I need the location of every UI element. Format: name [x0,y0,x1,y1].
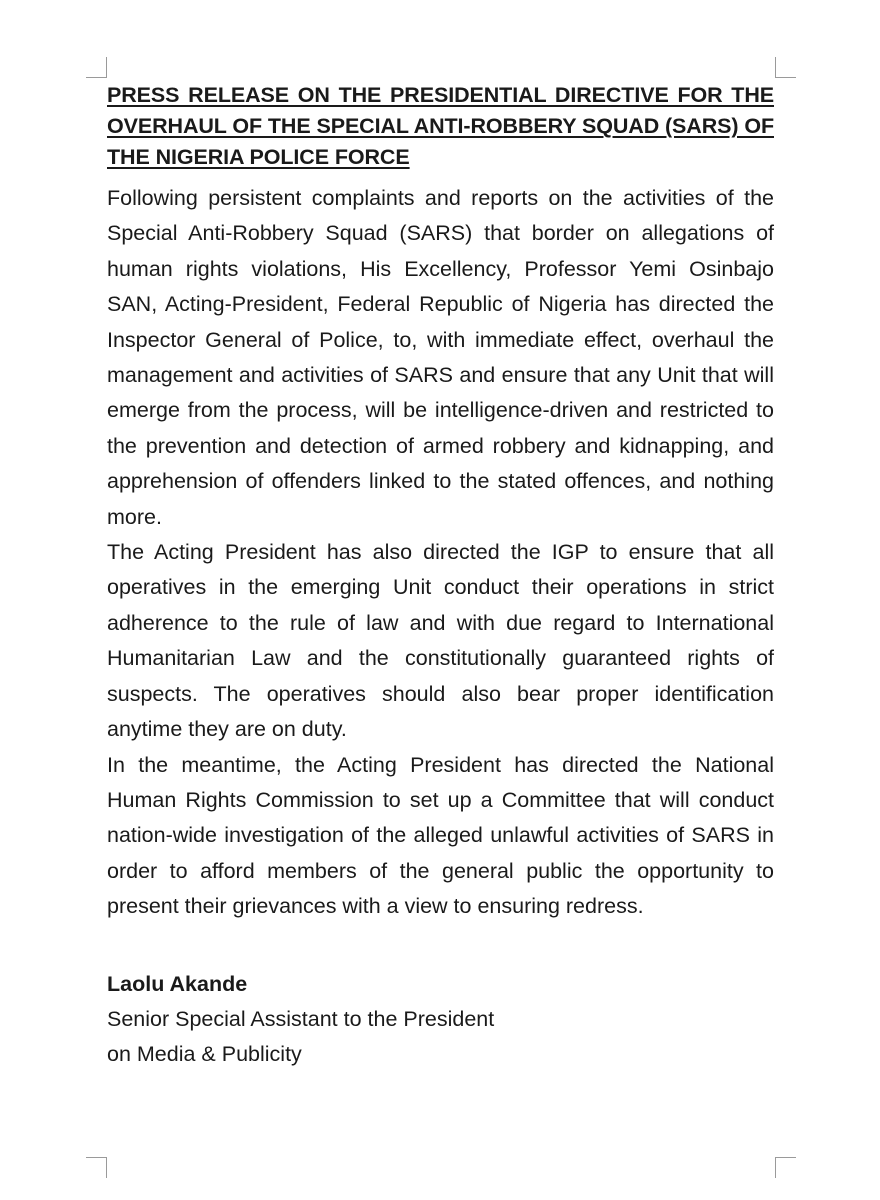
paragraph-directive: Following persistent complaints and reports on the activities of the Special Anti-Robbery Squad (SARS) that border on allegations of human rights violations, His Excellency, Professor Yemi Osinbajo SAN, Acting-President, Federal Republic of Nigeria has directed the Inspector General of Police, to, with immediate effect, overhaul the management and activities of SARS and ensure that any Unit that will emerge from the process, will be intelligence-driven and restricted to the prevention and detection of armed robbery and kidnapping, and apprehension of offenders linked to the stated offences, and nothing more. [107,186,774,529]
signatory-title-line-1: Senior Special Assistant to the President [107,1006,495,1031]
document-body [107,80,774,1073]
signatory-title-line-2: on Media & Publicity [107,1042,302,1067]
signatory-name: Laolu Akande [107,971,248,996]
crop-mark-bottom-left [86,1157,107,1178]
crop-mark-top-left [86,57,107,78]
crop-mark-top-right [775,57,796,78]
signature-block [107,967,774,1073]
press-release-title: PRESS RELEASE ON THE PRESIDENTIAL DIRECTIVE FOR THE OVERHAUL OF THE SPECIAL ANTI-ROBBERY SQUAD (SARS) OF THE NIGERIA POLICE FORCE [107,83,774,169]
crop-mark-bottom-right [775,1157,796,1178]
paragraph-igp-operations: The Acting President has also directed the IGP to ensure that all operatives in the emerging Unit conduct their operations in strict adherence to the rule of law and with due regard to International Humanitarian Law and the constitutionally guaranteed rights of suspects. The operatives should also bear proper identification anytime they are on duty. [107,540,774,742]
paragraph-human-rights-commission: In the meantime, the Acting President has directed the National Human Rights Commission to set up a Committee that will conduct nation-wide investigation of the alleged unlawful activities of SARS in order to afford members of the general public the opportunity to present their grievances with a view to ensuring redress. [107,752,774,919]
